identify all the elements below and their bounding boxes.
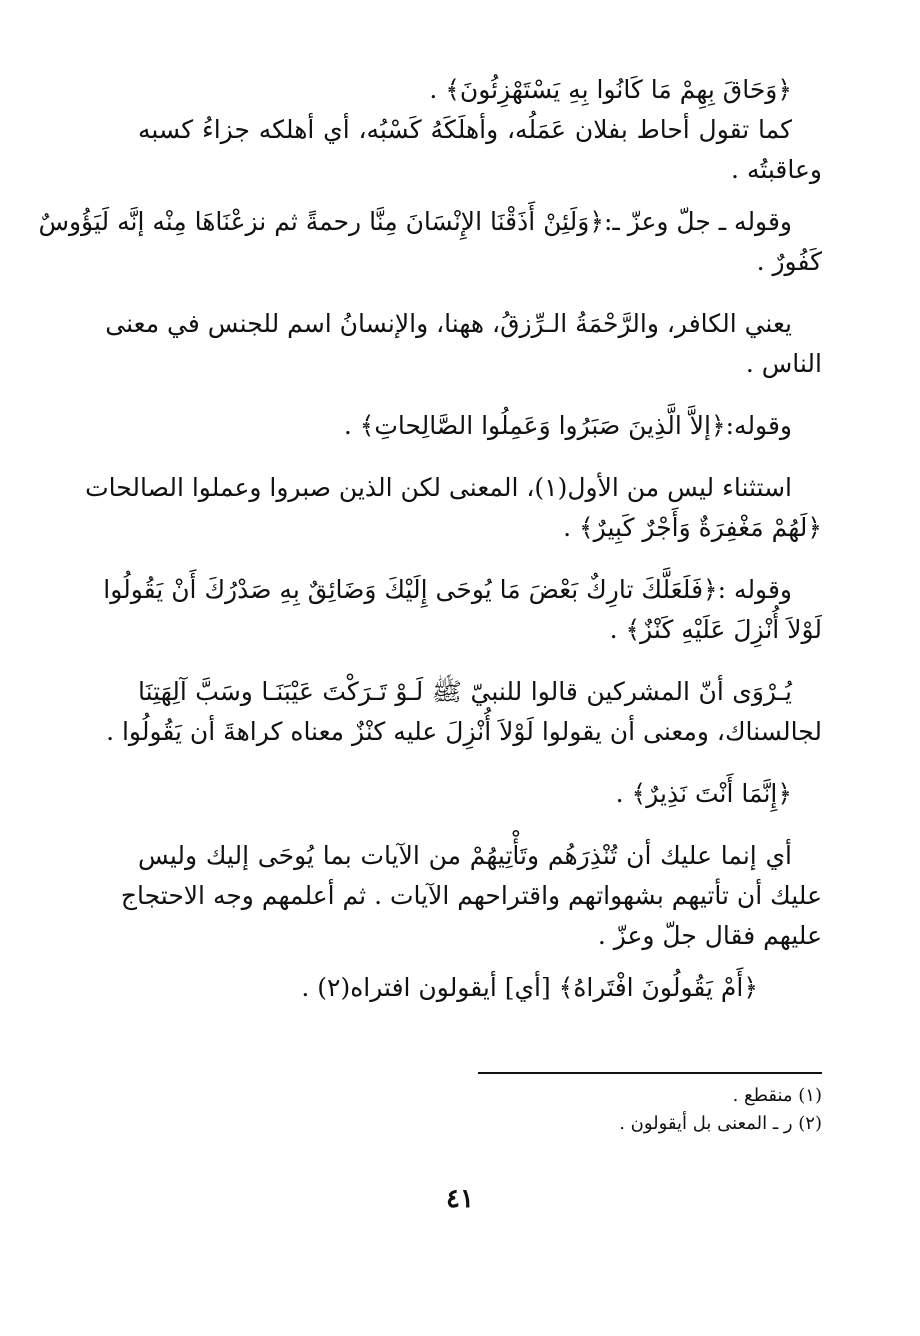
text-line: وعاقبتُه . bbox=[731, 155, 822, 184]
text-line: لجالسناك، ومعنى أن يقولوا لَوْلاَ أُنْزِلَ عليه كنْزٌ معناه كراهةَ أن يَقُولُوا . bbox=[106, 717, 822, 746]
text-line: عليك أن تأتيهم بشهواتهم واقتراحهم الآيات . ثم أعلمهم وجه الاحتجاج bbox=[120, 881, 822, 910]
text-line: وقوله :﴿فَلَعَلَّكَ تارِكٌ بَعْضَ مَا يُوحَى إِلَيْكَ وَضَائِقٌ بِهِ صَدْرُكَ أَنْ يَقُولُوا bbox=[103, 575, 792, 604]
footnote: (٢) ر ـ المعنى بل أيقولون . bbox=[619, 1113, 822, 1134]
text-line: ﴿إِنَّمَا أَنْتَ نَذِيرٌ﴾ . bbox=[615, 779, 792, 808]
text-line: وقوله ـ جلّ وعزّ ـ:﴿وَلَئِنْ أَذَقْنَا الإِنْسَانَ مِنَّا رحمةً ثم نزعْنَاهَا مِنْه إنَّه لَيَؤُوسٌ bbox=[38, 207, 792, 236]
text-line: ﴿وَحَاقَ بِهِمْ مَا كَانُوا بِهِ يَسْتَهْزِئُونَ﴾ . bbox=[429, 75, 792, 104]
text-line: استثناء ليس من الأول(١)، المعنى لكن الذين صبروا وعملوا الصالحات bbox=[85, 473, 792, 502]
main-text bbox=[38, 70, 822, 1008]
footnote-divider bbox=[478, 1072, 822, 1074]
text-line: لَوْلاَ أُنْزِلَ عَلَيْهِ كَنْزٌ﴾ . bbox=[609, 615, 822, 644]
footnote: (١) منقطع . bbox=[732, 1085, 822, 1106]
footnotes bbox=[478, 1072, 822, 1138]
text-line: أي إنما عليك أن تُنْذِرَهُم وتَأْتِيهُمْ من الآيات بما يُوحَى إليك وليس bbox=[138, 841, 792, 870]
text-line: كما تقول أحاط بفلان عَمَلُه، وأهلَكَهُ كَسْبُه، أي أهلكه جزاءُ كسبه bbox=[138, 115, 792, 144]
text-line: وقوله:﴿إلاَّ الَّذِينَ صَبَرُوا وَعَمِلُوا الصَّالِحاتِ﴾ . bbox=[343, 411, 792, 440]
text-line: يعني الكافر، والرَّحْمَةُ الـرِّزقُ، ههنا، والإنسانُ اسم للجنس في معنى bbox=[105, 309, 792, 338]
text-line: ﴿لَهُمْ مَغْفِرَةٌ وَأَجْرٌ كَبِيرٌ﴾ . bbox=[563, 513, 822, 542]
text-line: يُـرْوَى أنّ المشركين قالوا للنبيّ ﷺ لَـوْ تَـرَكْتَ عَيْبَنَـا وسَبَّ آلِهَتِنَا bbox=[138, 677, 792, 706]
page-number: ٤١ bbox=[446, 1184, 474, 1214]
text-line: ﴿أَمْ يَقُولُونَ افْتَراهُ﴾ [أي] أيقولون افتراه(٢) . bbox=[301, 973, 758, 1002]
text-line: الناس . bbox=[745, 349, 822, 378]
text-line: كَفُورٌ . bbox=[756, 247, 822, 276]
text-line: عليهم فقال جلّ وعزّ . bbox=[597, 921, 822, 950]
